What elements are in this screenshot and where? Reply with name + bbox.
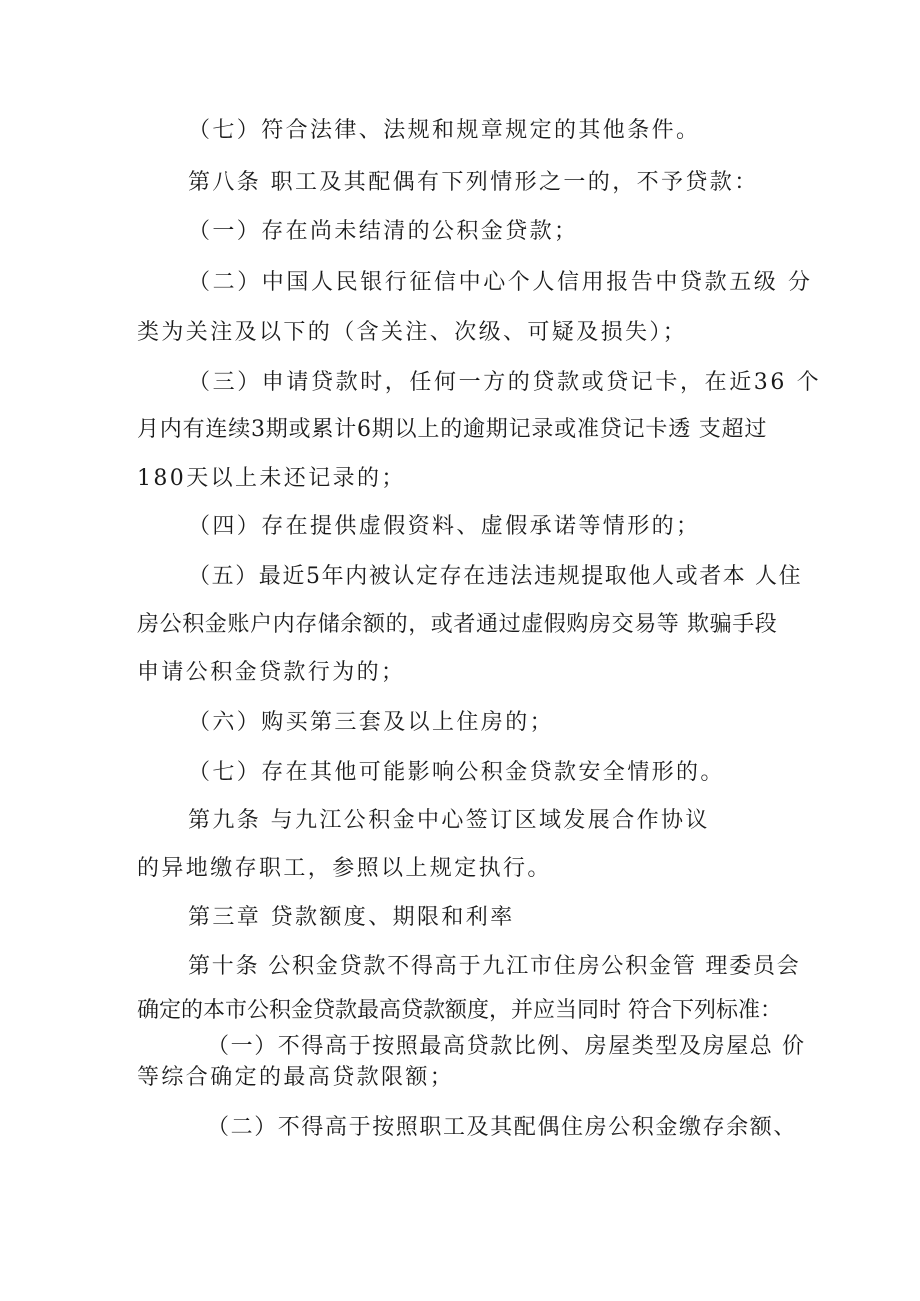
text-line-12: 申请公积金贷款行为的； xyxy=(137,660,406,685)
text-line-9: （四）存在提供虚假资料、虚假承诺等情形的； xyxy=(188,514,701,539)
text-line-18: 第十条 公积金贷款不得高于九江市住房公积金管 理委员会 xyxy=(188,954,801,979)
text-line-3: （一）存在尚未结清的公积金贷款； xyxy=(188,219,579,244)
text-line-21: 等综合确定的最高贷款限额； xyxy=(137,1065,455,1090)
text-line-15: 第九条 与九江公积金中心签订区域发展合作协议 xyxy=(188,808,710,833)
text-line-14: （七）存在其他可能影响公积金贷款安全情形的。 xyxy=(188,760,725,785)
text-line-6: （三）申请贷款时，任何一方的贷款或贷记卡，在近36 个 xyxy=(188,370,822,395)
text-line-16: 的异地缴存职工，参照以上规定执行。 xyxy=(137,856,552,881)
text-line-10: （五）最近5年内被认定存在违法违规提取他人或者本 人住 xyxy=(188,564,803,589)
text-line-13: （六）购买第三套及以上住房的； xyxy=(188,710,555,735)
text-line-17: 第三章 贷款额度、期限和利率 xyxy=(188,905,515,930)
text-line-11: 房公积金账户内存储余额的，或者通过虚假购房交易等 欺骗手段 xyxy=(137,612,778,637)
text-line-1: （七）符合法律、法规和规章规定的其他条件。 xyxy=(188,118,701,143)
text-line-22: （二）不得高于按照职工及其配偶住房公积金缴存余额、 xyxy=(207,1115,798,1140)
text-line-8: 180天以上未还记录的； xyxy=(137,466,406,491)
text-line-19: 确定的本市公积金贷款最高贷款额度，并应当同时 符合下列标准： xyxy=(137,998,782,1023)
text-line-20: （一）不得高于按照最高贷款比例、房屋类型及房屋总 价 xyxy=(207,1034,806,1059)
text-line-4: （二）中国人民银行征信中心个人信用报告中贷款五级 分 xyxy=(188,270,813,295)
text-line-2: 第八条 职工及其配偶有下列情形之一的，不予贷款： xyxy=(188,170,759,195)
text-line-5: 类为关注及以下的（含关注、次级、可疑及损失）； xyxy=(137,320,688,345)
text-line-7: 月内有连续3期或累计6期以上的逾期记录或准贷记卡透 支超过 xyxy=(137,417,768,442)
